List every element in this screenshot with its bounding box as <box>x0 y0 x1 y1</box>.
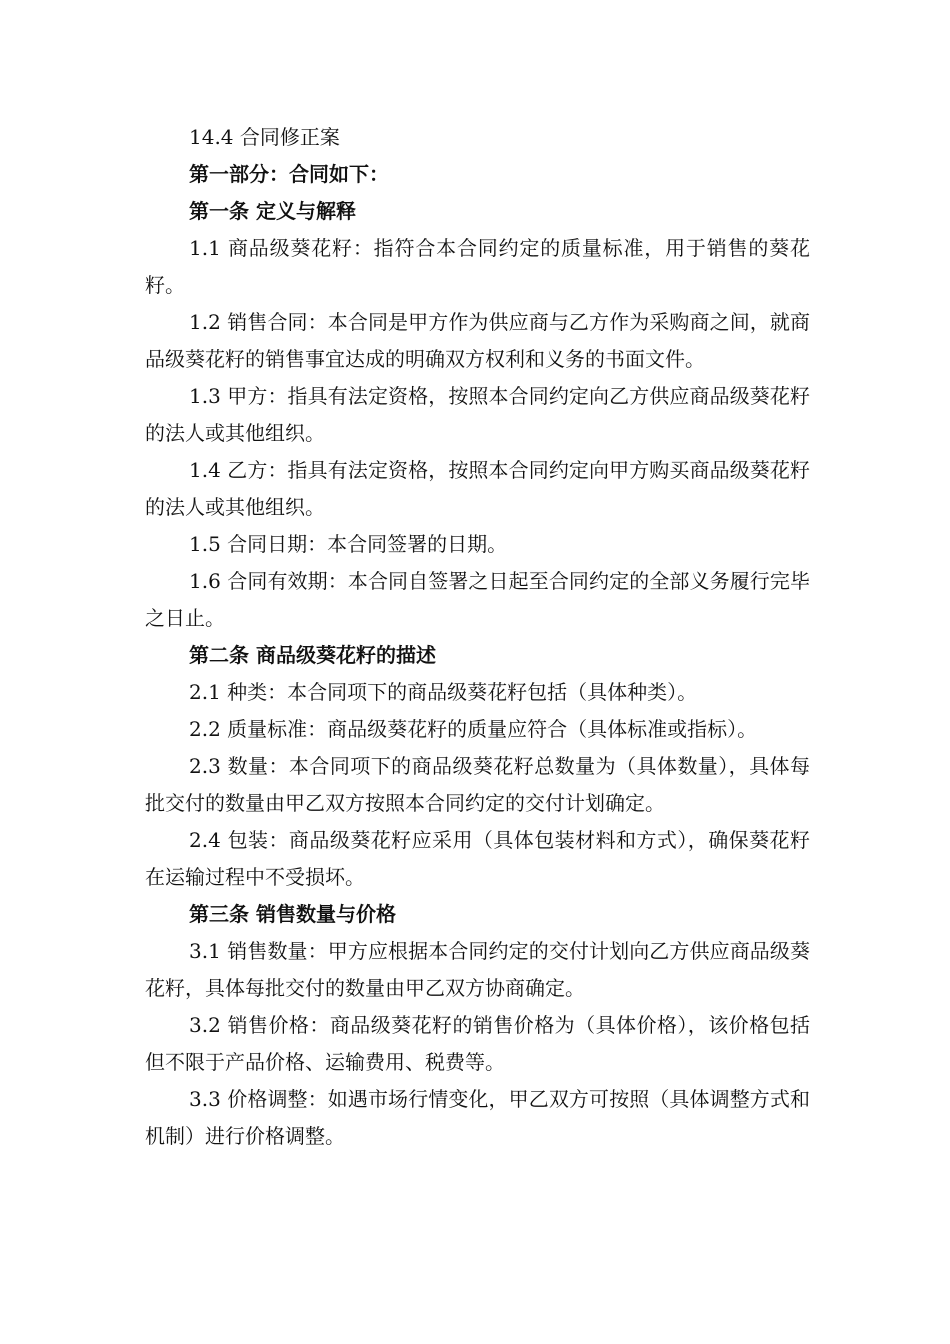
clause-1-3: 1.3 甲方：指具有法定资格，按照本合同约定向乙方供应商品级葵花籽的法人或其他组织。 <box>145 384 810 445</box>
part-heading: 第一部分：合同如下： <box>189 162 389 186</box>
document-body <box>145 119 810 1155</box>
clause-3-3: 3.3 价格调整：如遇市场行情变化，甲乙双方可按照（具体调整方式和机制）进行价格调整。 <box>145 1087 810 1148</box>
clause-1-6: 1.6 合同有效期：本合同自签署之日起至合同约定的全部义务履行完毕之日止。 <box>145 569 810 630</box>
clause-2-3: 2.3 数量：本合同项下的商品级葵花籽总数量为（具体数量），具体每批交付的数量由甲乙双方按照本合同约定的交付计划确定。 <box>145 754 810 815</box>
clause-1-1: 1.1 商品级葵花籽：指符合本合同约定的质量标准，用于销售的葵花籽。 <box>145 236 810 297</box>
clause-1-5: 1.5 合同日期：本合同签署的日期。 <box>189 532 508 556</box>
article-3-heading: 第三条 销售数量与价格 <box>189 902 396 926</box>
clause-2-1: 2.1 种类：本合同项下的商品级葵花籽包括（具体种类）。 <box>189 680 698 704</box>
clause-3-1: 3.1 销售数量：甲方应根据本合同约定的交付计划向乙方供应商品级葵花籽，具体每批交付的数量由甲乙双方协商确定。 <box>145 939 810 1000</box>
clause-3-2: 3.2 销售价格：商品级葵花籽的销售价格为（具体价格），该价格包括但不限于产品价格、运输费用、税费等。 <box>145 1013 810 1074</box>
clause-1-4: 1.4 乙方：指具有法定资格，按照本合同约定向甲方购买商品级葵花籽的法人或其他组织。 <box>145 458 810 519</box>
clause-2-2: 2.2 质量标准：商品级葵花籽的质量应符合（具体标准或指标）。 <box>189 717 758 741</box>
clause-2-4: 2.4 包装：商品级葵花籽应采用（具体包装材料和方式），确保葵花籽在运输过程中不受损坏。 <box>145 828 810 889</box>
clause-1-2: 1.2 销售合同：本合同是甲方作为供应商与乙方作为采购商之间，就商品级葵花籽的销售事宜达成的明确双方权利和义务的书面文件。 <box>145 310 810 371</box>
article-2-heading: 第二条 商品级葵花籽的描述 <box>189 643 436 667</box>
article-1-heading: 第一条 定义与解释 <box>189 199 356 223</box>
amendment-line: 14.4 合同修正案 <box>189 125 340 149</box>
